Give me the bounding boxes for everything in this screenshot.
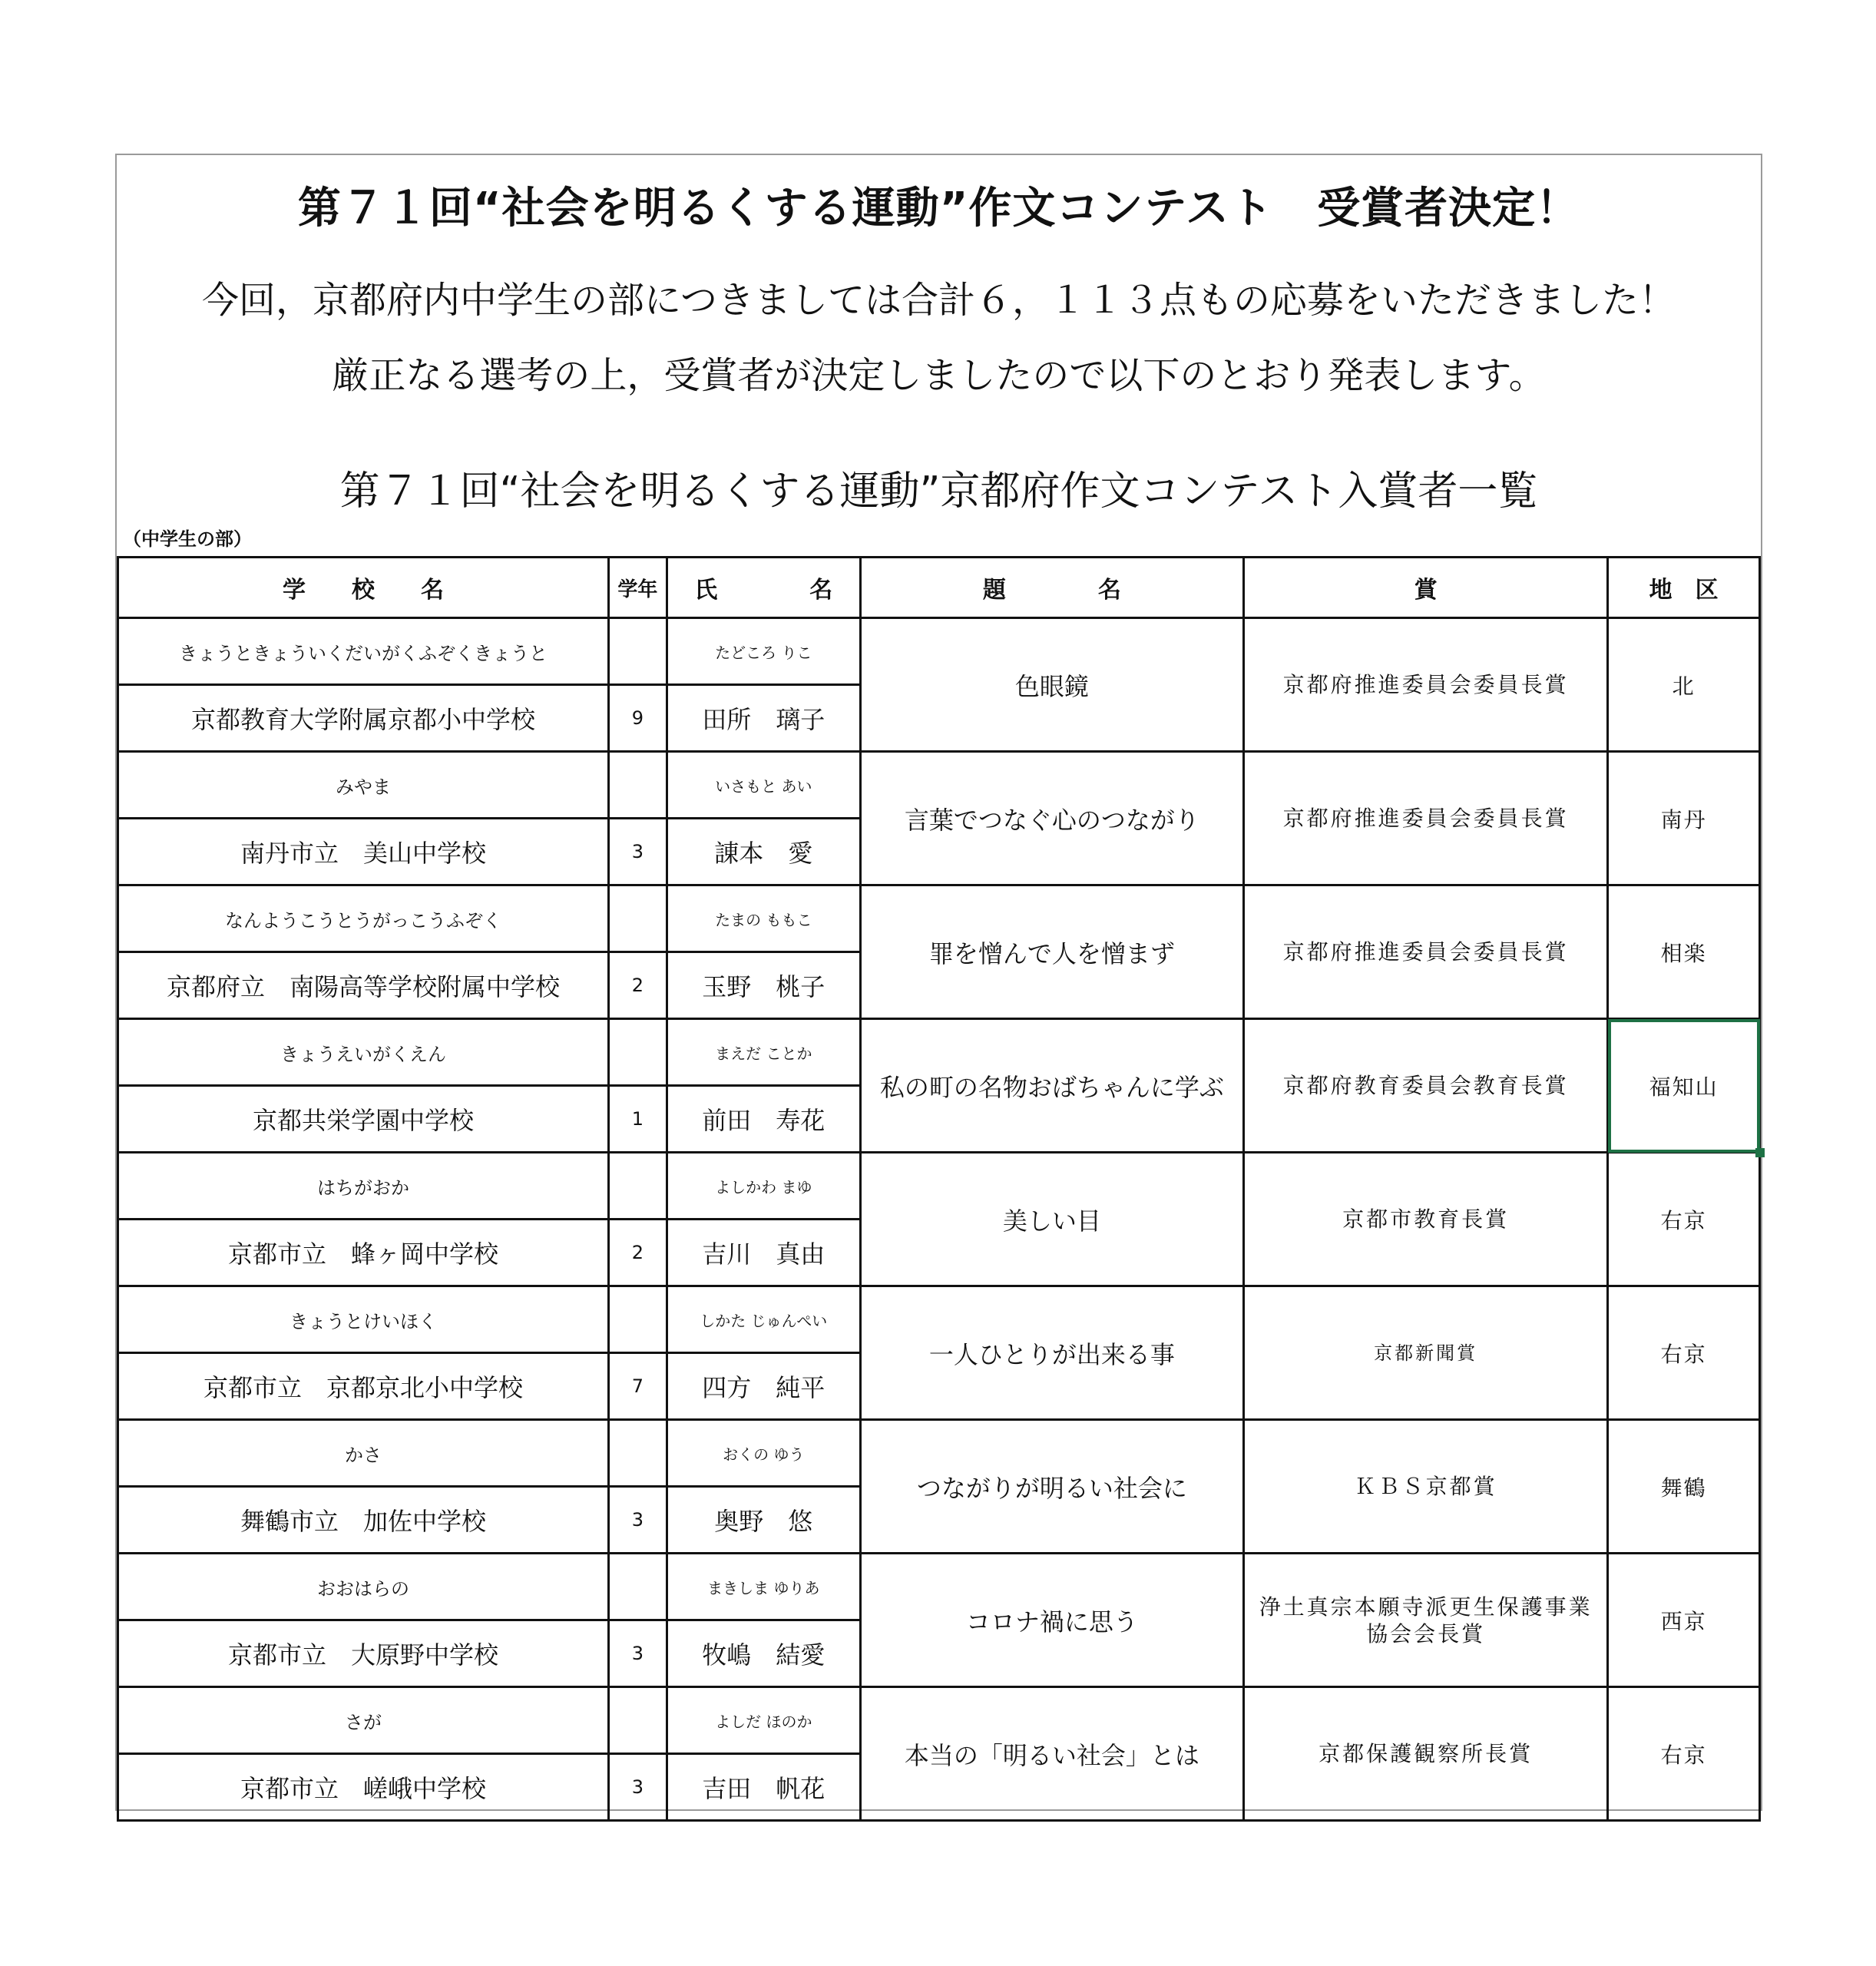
grade-blank-cell[interactable] bbox=[608, 1153, 667, 1220]
grade-cell[interactable]: 9 bbox=[608, 685, 667, 752]
grade-blank-cell[interactable] bbox=[608, 1286, 667, 1353]
grade-blank-cell[interactable] bbox=[608, 885, 667, 952]
grade-cell[interactable]: 2 bbox=[608, 1220, 667, 1286]
grade-cell[interactable]: 3 bbox=[608, 1620, 667, 1687]
school-kana-cell[interactable]: はちがおか bbox=[118, 1153, 609, 1220]
intro-line-1: 今回，京都府内中学生の部につきましては合計６，１１３点もの応募をいただきました！ bbox=[201, 279, 1676, 322]
name-cell[interactable]: 前田 寿花 bbox=[667, 1086, 860, 1153]
name-kana-cell[interactable]: たまの ももこ bbox=[667, 885, 860, 952]
intro-line-2: 厳正なる選考の上，受賞者が決定しましたので以下のとおり発表します。 bbox=[332, 354, 1546, 397]
name-cell[interactable]: 吉川 真由 bbox=[667, 1220, 860, 1286]
grade-cell[interactable]: 3 bbox=[608, 1487, 667, 1554]
table-row bbox=[118, 1153, 1760, 1220]
grade-cell[interactable]: 1 bbox=[608, 1086, 667, 1153]
name-cell[interactable]: 四方 純平 bbox=[667, 1353, 860, 1420]
table-row bbox=[118, 1687, 1760, 1754]
spreadsheet-sheet bbox=[115, 154, 1762, 1811]
school-kana-cell[interactable]: みやま bbox=[118, 752, 609, 819]
grade-cell[interactable]: 2 bbox=[608, 952, 667, 1019]
award-cell[interactable]: 京都府推進委員会委員長賞 bbox=[1244, 752, 1608, 885]
award-cell[interactable]: 京都府教育委員会教育長賞 bbox=[1244, 1019, 1608, 1153]
winners-table bbox=[117, 556, 1761, 1822]
table-row bbox=[118, 618, 1760, 685]
header-school[interactable]: 学 校 名 bbox=[118, 558, 609, 618]
work-title-cell[interactable]: 本当の「明るい社会」とは bbox=[860, 1687, 1243, 1821]
grade-blank-cell[interactable] bbox=[608, 1554, 667, 1620]
award-cell[interactable]: 浄土真宗本願寺派更生保護事業協会会長賞 bbox=[1244, 1554, 1608, 1687]
table-row bbox=[118, 1554, 1760, 1620]
work-title-cell[interactable]: 私の町の名物おばちゃんに学ぶ bbox=[860, 1019, 1243, 1153]
school-cell[interactable]: 舞鶴市立 加佐中学校 bbox=[118, 1487, 609, 1554]
name-kana-cell[interactable]: いさもと あい bbox=[667, 752, 860, 819]
fill-handle[interactable] bbox=[1755, 1148, 1765, 1157]
header-grade[interactable]: 学年 bbox=[608, 558, 667, 618]
district-cell[interactable]: 北 bbox=[1608, 618, 1760, 752]
grade-blank-cell[interactable] bbox=[608, 1019, 667, 1086]
district-value: 福知山 bbox=[1649, 1074, 1719, 1100]
header-district[interactable]: 地 区 bbox=[1608, 558, 1760, 618]
grade-blank-cell[interactable] bbox=[608, 752, 667, 819]
grade-cell[interactable]: 7 bbox=[608, 1353, 667, 1420]
school-cell[interactable]: 京都府立 南陽高等学校附属中学校 bbox=[118, 952, 609, 1019]
award-cell[interactable]: 京都府推進委員会委員長賞 bbox=[1244, 885, 1608, 1019]
school-cell[interactable]: 南丹市立 美山中学校 bbox=[118, 819, 609, 885]
work-title-cell[interactable]: つながりが明るい社会に bbox=[860, 1420, 1243, 1554]
table-row bbox=[118, 885, 1760, 952]
table-row bbox=[118, 1420, 1760, 1487]
work-title-cell[interactable]: 罪を憎んで人を憎まず bbox=[860, 885, 1243, 1019]
list-title: 第７１回“社会を明るくする運動”京都府作文コンテスト入賞者一覧 bbox=[339, 468, 1538, 515]
district-cell[interactable]: 南丹 bbox=[1608, 752, 1760, 885]
name-kana-cell[interactable]: よしかわ まゆ bbox=[667, 1153, 860, 1220]
award-cell[interactable]: ＫＢＳ京都賞 bbox=[1244, 1420, 1608, 1554]
district-cell[interactable]: 舞鶴 bbox=[1608, 1420, 1760, 1554]
school-cell[interactable]: 京都市立 嵯峨中学校 bbox=[118, 1754, 609, 1821]
name-cell[interactable]: 奥野 悠 bbox=[667, 1487, 860, 1554]
school-kana-cell[interactable]: きょうとけいほく bbox=[118, 1286, 609, 1353]
grade-blank-cell[interactable] bbox=[608, 1420, 667, 1487]
name-cell[interactable]: 諌本 愛 bbox=[667, 819, 860, 885]
school-cell[interactable]: 京都教育大学附属京都小中学校 bbox=[118, 685, 609, 752]
school-kana-cell[interactable]: きょうえいがくえん bbox=[118, 1019, 609, 1086]
school-kana-cell[interactable]: かさ bbox=[118, 1420, 609, 1487]
district-cell[interactable]: 右京 bbox=[1608, 1286, 1760, 1420]
name-kana-cell[interactable]: おくの ゆう bbox=[667, 1420, 860, 1487]
school-cell[interactable]: 京都市立 蜂ヶ岡中学校 bbox=[118, 1220, 609, 1286]
school-kana-cell[interactable]: おおはらの bbox=[118, 1554, 609, 1620]
name-cell[interactable]: 田所 璃子 bbox=[667, 685, 860, 752]
district-cell[interactable]: 右京 bbox=[1608, 1153, 1760, 1286]
award-cell[interactable]: 京都市教育長賞 bbox=[1244, 1153, 1608, 1286]
name-cell[interactable]: 吉田 帆花 bbox=[667, 1754, 860, 1821]
school-cell[interactable]: 京都市立 京都京北小中学校 bbox=[118, 1353, 609, 1420]
award-cell[interactable]: 京都保護観察所長賞 bbox=[1244, 1687, 1608, 1821]
name-cell[interactable]: 牧嶋 結愛 bbox=[667, 1620, 860, 1687]
district-cell[interactable]: 西京 bbox=[1608, 1554, 1760, 1687]
district-cell[interactable]: 右京 bbox=[1608, 1687, 1760, 1821]
name-kana-cell[interactable]: たどころ りこ bbox=[667, 618, 860, 685]
table-header-row bbox=[118, 558, 1760, 618]
work-title-cell[interactable]: コロナ禍に思う bbox=[860, 1554, 1243, 1687]
name-kana-cell[interactable]: よしだ ほのか bbox=[667, 1687, 860, 1754]
work-title-cell[interactable]: 美しい目 bbox=[860, 1153, 1243, 1286]
work-title-cell[interactable]: 言葉でつなぐ心のつながり bbox=[860, 752, 1243, 885]
work-title-cell[interactable]: 色眼鏡 bbox=[860, 618, 1243, 752]
header-work[interactable]: 題 名 bbox=[860, 558, 1243, 618]
page-title: 第７１回“社会を明るくする運動”作文コンテスト 受賞者決定！ bbox=[297, 184, 1580, 233]
grade-cell[interactable]: 3 bbox=[608, 819, 667, 885]
name-cell[interactable]: 玉野 桃子 bbox=[667, 952, 860, 1019]
district-cell-selected[interactable] bbox=[1608, 1019, 1760, 1153]
district-cell[interactable]: 相楽 bbox=[1608, 885, 1760, 1019]
award-cell[interactable]: 京都新聞賞 bbox=[1244, 1286, 1608, 1420]
table-row bbox=[118, 1019, 1760, 1086]
school-kana-cell[interactable]: きょうときょういくだいがくふぞくきょうと bbox=[118, 618, 609, 685]
school-kana-cell[interactable]: さが bbox=[118, 1687, 609, 1754]
grade-cell[interactable]: 3 bbox=[608, 1754, 667, 1821]
section-label: （中学生の部） bbox=[123, 528, 252, 550]
table-row bbox=[118, 752, 1760, 819]
name-kana-cell[interactable]: しかた じゅんぺい bbox=[667, 1286, 860, 1353]
school-cell[interactable]: 京都共栄学園中学校 bbox=[118, 1086, 609, 1153]
school-cell[interactable]: 京都市立 大原野中学校 bbox=[118, 1620, 609, 1687]
work-title-cell[interactable]: 一人ひとりが出来る事 bbox=[860, 1286, 1243, 1420]
grade-blank-cell[interactable] bbox=[608, 618, 667, 685]
name-kana-cell[interactable]: まえだ ことか bbox=[667, 1019, 860, 1086]
award-cell[interactable]: 京都府推進委員会委員長賞 bbox=[1244, 618, 1608, 752]
header-name[interactable]: 氏 名 bbox=[667, 558, 860, 618]
header-award[interactable]: 賞 bbox=[1244, 558, 1608, 618]
grade-blank-cell[interactable] bbox=[608, 1687, 667, 1754]
name-kana-cell[interactable]: まきしま ゆりあ bbox=[667, 1554, 860, 1620]
school-kana-cell[interactable]: なんようこうとうがっこうふぞく bbox=[118, 885, 609, 952]
table-row bbox=[118, 1286, 1760, 1353]
